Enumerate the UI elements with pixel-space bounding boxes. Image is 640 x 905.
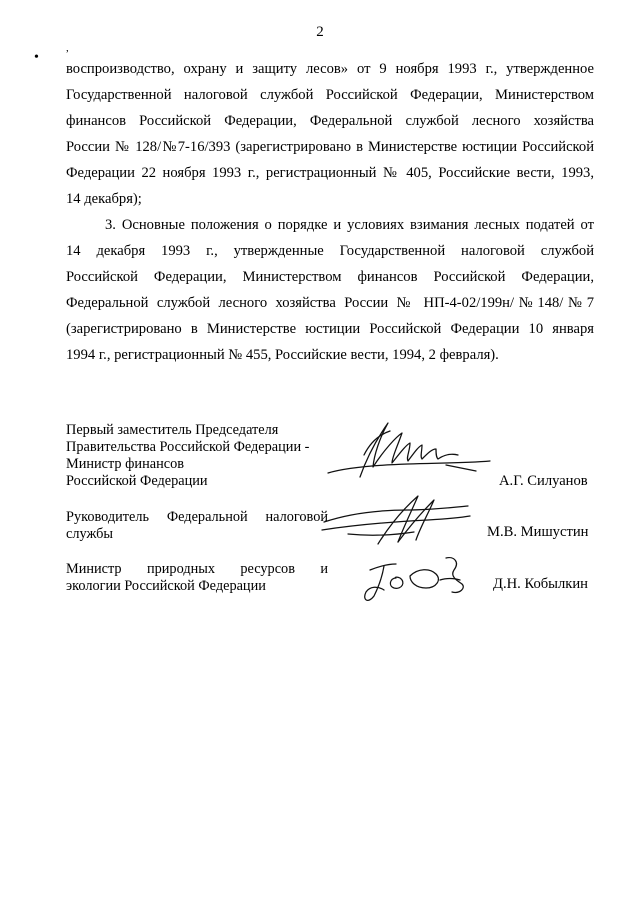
body-line: 14 декабря 1993 г., утвержденные Государственной налоговой службой [66,243,594,259]
signatory-position: Правительства Российской Федерации - [66,439,310,455]
signatory-position: Первый заместитель Председателя [66,422,279,438]
body-line: Российской Федерации, Министерством финансов Российской Федерации, [66,269,594,285]
body-line: 14 декабря); [66,191,142,207]
signatory-position: Российской Федерации [66,473,208,489]
body-line: финансов Российской Федерации, Федеральной службой лесного хозяйства [66,113,594,129]
signature-siluanov [318,415,498,490]
body-line: России № 128/№7-16/393 (зарегистрировано в Министерстве юстиции Российской [66,139,594,155]
body-line: Государственной налоговой службой Российской Федерации, Министерством [66,87,594,103]
signatory-position: Руководитель Федеральной налоговой [66,509,328,525]
signature-kobylkin [356,548,476,610]
margin-dot: • [34,50,39,65]
signatory-position: службы [66,526,114,542]
signatory-position: Министр финансов [66,456,184,472]
signatory-name: Д.Н. Кобылкин [493,576,588,592]
body-line: 3. Основные положения о порядке и условиях взимания лесных податей от [105,217,594,233]
signature-mishustin [318,492,478,552]
signatory-name: М.В. Мишустин [487,524,589,540]
page-number: 2 [316,24,324,40]
signatory-position: экологии Российской Федерации [66,578,266,594]
body-line: 1994 г., регистрационный № 455, Российские вести, 1994, 2 февраля). [66,347,499,363]
body-line: (зарегистрировано в Министерстве юстиции Российской Федерации 10 января [66,321,594,337]
body-line: Федерации 22 ноября 1993 г., регистрационный № 405, Российские вести, 1993, [66,165,594,181]
signatory-name: А.Г. Силуанов [499,473,588,489]
signatory-position: Министр природных ресурсов и [66,561,328,577]
body-line: воспроизводство, охрану и защиту лесов» от 9 ноября 1993 г., утвержденное [66,61,594,77]
margin-comma: , [66,42,69,54]
body-line: Федеральной службой лесного хозяйства России № НП-4-02/199н/№148/№7 [66,295,594,311]
